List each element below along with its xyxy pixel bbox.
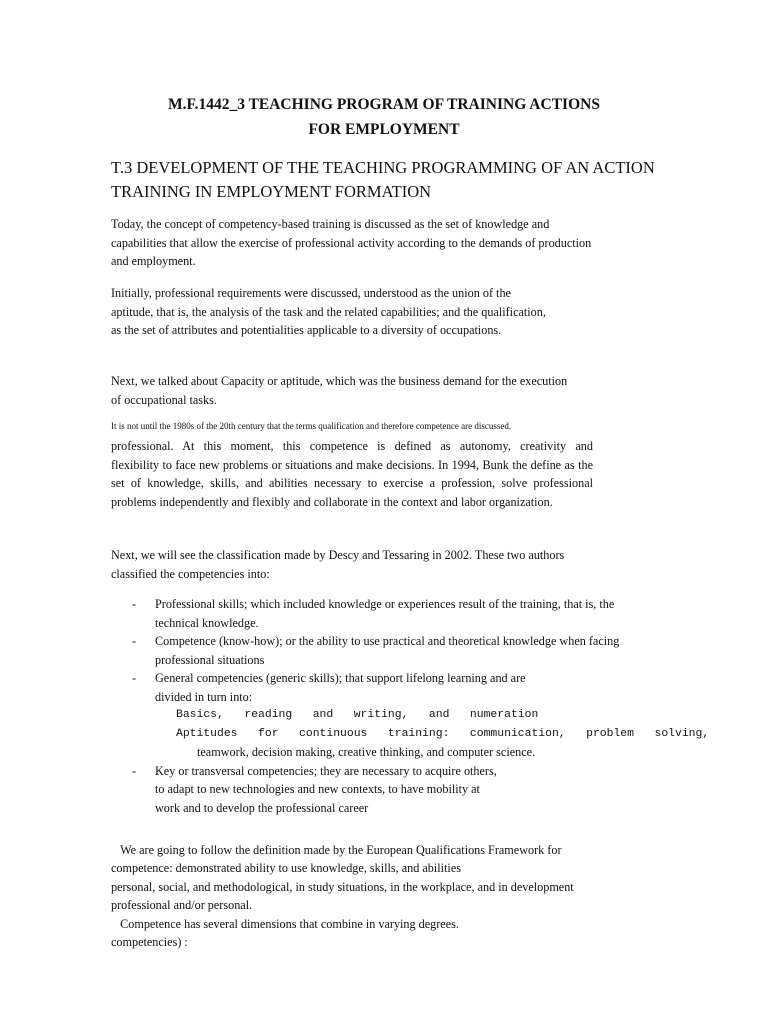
list-item-general-competencies: General competencies (generic skills); that support lifelong learning and are divided in turn into: xyxy=(155,671,526,704)
list-dash: - xyxy=(132,671,137,685)
eqf-line2: competence: demonstrated ability to use knowledge, skills, and abilities xyxy=(111,861,461,875)
list-dash: - xyxy=(132,763,137,778)
competencies-list xyxy=(0,595,768,817)
paragraph-capacity: Next, we talked about Capacity or aptitude, which was the business demand for the execution of occupational tasks. xyxy=(111,374,568,407)
section-heading-line1: T.3 DEVELOPMENT OF THE TEACHING PROGRAMMING OF AN ACTION xyxy=(111,158,655,177)
list-item xyxy=(0,632,655,669)
paragraph-bunk-rest: flexibility to face new problems or situations and make decisions. In 1994, Bunk the define as the set of knowledge, skills, and abilities necessary to exercise a profession, solve professional problems independently and flexibly and collaborate in the context and labor organization. xyxy=(111,457,593,509)
dimensions-line2: competencies) : xyxy=(111,935,188,949)
section-heading xyxy=(111,156,711,204)
list-item-know-how: Competence (know-how); or the ability to use practical and theoretical knowledge when facing professional situations xyxy=(155,634,620,667)
eqf-line3: personal, social, and methodological, in study situations, in the workplace, and in development xyxy=(111,879,574,894)
sub-item-aptitudes: Aptitudes for continuous training: communication, problem solving, xyxy=(176,727,710,740)
paragraph-bunk-line1: professional. At this moment, this competence is defined as autonomy, creativity and xyxy=(111,439,593,453)
section-heading-line2: TRAINING IN EMPLOYMENT FORMATION xyxy=(111,182,432,201)
paragraph-dimensions xyxy=(111,896,631,952)
paragraph-classification: Next, we will see the classification made by Descy and Tessaring in 2002. These two authors classified the competencies into: xyxy=(111,548,565,581)
document-title-line2: FOR EMPLOYMENT xyxy=(308,121,460,138)
document-title-line1: M.F.1442_3 TEACHING PROGRAM OF TRAINING ACTIONS xyxy=(168,96,600,113)
eqf-line4: professional and/or personal. xyxy=(111,898,253,912)
list-dash: - xyxy=(132,597,137,611)
dimensions-line1: Competence has several dimensions that combine in varying degrees. xyxy=(111,916,459,931)
eqf-line1: We are going to follow the definition made by the European Qualifications Framework for xyxy=(111,842,562,857)
sub-item-basics: Basics, reading and writing, and numeration xyxy=(176,709,539,721)
list-item xyxy=(0,762,500,818)
paragraph-competency-training: Today, the concept of competency-based training is discussed as the set of knowledge and capabilities that allow the exercise of professional activity according to the demands of production and employment. xyxy=(111,217,592,268)
list-item xyxy=(0,595,635,632)
sub-item-aptitudes-continued: teamwork, decision making, creative thinking, and computer science. xyxy=(197,745,536,759)
paragraph-bunk-definition xyxy=(111,437,593,511)
list-item xyxy=(0,669,545,706)
sub-list xyxy=(0,706,755,762)
list-dash: - xyxy=(132,634,137,648)
paragraph-professional-requirements: Initially, professional requirements were discussed, understood as the union of the aptitude, that is, the analysis of the task and the related capabilities; and the qualification, as the set of attributes and potentialities applicable to a diversity of occupations. xyxy=(111,286,546,337)
list-item-professional-skills: Professional skills; which included knowledge or experiences result of the training, that is, the technical knowledge. xyxy=(155,597,615,630)
small-text-note: It is not until the 1980s of the 20th century that the terms qualification and therefore competence are discussed. xyxy=(111,421,512,431)
list-item-key-competencies: Key or transversal competencies; they are necessary to acquire others, to adapt to new technologies and new contexts, to have mobility at work and to develop the professional career xyxy=(155,763,497,815)
